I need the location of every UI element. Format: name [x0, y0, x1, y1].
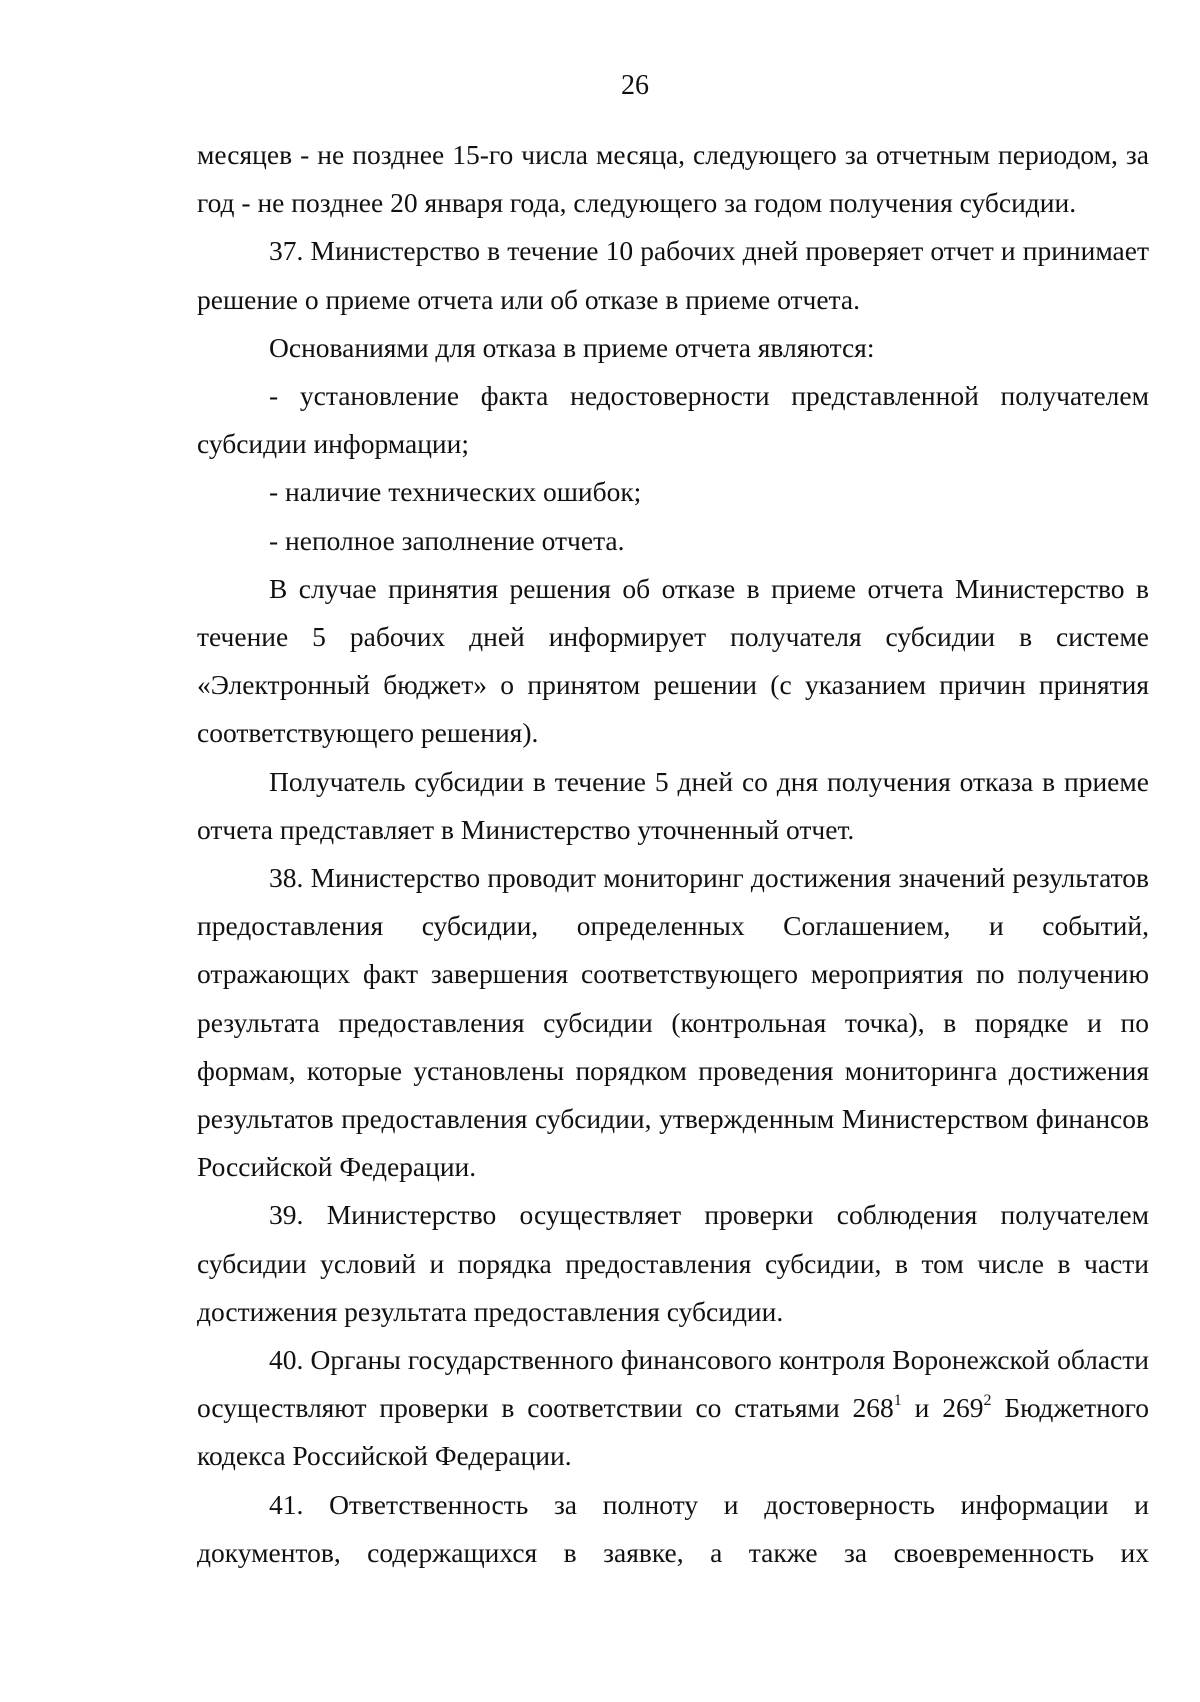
superscript-2: 2	[983, 1392, 992, 1410]
list-item-incomplete-report: - неполное заполнение отчета.	[269, 524, 625, 556]
paragraph-refusal-grounds: Основаниями для отказа в приеме отчета являются:	[269, 331, 875, 363]
list-item-technical-errors: - наличие технических ошибок;	[269, 476, 642, 508]
paragraph-refusal-decision: В случае принятия решения об отказе в приеме отчета Министерство в течение 5 рабочих дней информирует получателя субсидии в системе «Электронный бюджет» о принятом решении (с указанием причин принятия соответствующего решения).	[197, 572, 1149, 749]
paragraph-refined-report: Получатель субсидии в течение 5 дней со дня получения отказа в приеме отчета представляет в Министерство уточненный отчет.	[197, 765, 1149, 845]
paragraph-38: 38. Министерство проводит мониторинг достижения значений результатов предоставления субсидии, определенных Соглашением, и событий, отражающих факт завершения соответствующего мероприятия по получению результата предоставления субсидии (контрольная точка), в порядке и по формам, которые установлены порядком проведения мониторинга достижения результатов предоставления субсидии, утвержденным Министерством финансов Российской Федерации.	[197, 862, 1149, 1183]
paragraph-40-part2: и 269	[901, 1392, 984, 1424]
paragraph-continuation: месяцев - не позднее 15-го числа месяца, следующего за отчетным периодом, за год - не позднее 20 января года, следующего за годом получения субсидии.	[197, 139, 1149, 219]
paragraph-40-part1: 40. Органы государственного финансового контроля Воронежской области осуществляют проверки в соответствии со статьями 268	[197, 1344, 1149, 1424]
superscript-1: 1	[893, 1392, 902, 1410]
paragraph-39: 39. Министерство осуществляет проверки соблюдения получателем субсидии условий и порядка предоставления субсидии, в том числе в части достижения результата предоставления субсидии.	[197, 1199, 1149, 1327]
paragraph-40-part3: Бюджетного кодекса Российской Федерации.	[197, 1392, 1149, 1472]
page-number: 26	[621, 70, 649, 101]
paragraph-37: 37. Министерство в течение 10 рабочих дней проверяет отчет и принимает решение о приеме отчета или об отказе в приеме отчета.	[197, 235, 1149, 315]
document-body	[197, 131, 1149, 1577]
list-item-unreliable-info: - установление факта недостоверности представленной получателем субсидии информации;	[197, 380, 1149, 460]
paragraph-41: 41. Ответственность за полноту и достоверность информации и документов, содержащихся в заявке, а также за своевременность их	[197, 1488, 1149, 1568]
paragraph-40	[197, 1336, 1149, 1481]
